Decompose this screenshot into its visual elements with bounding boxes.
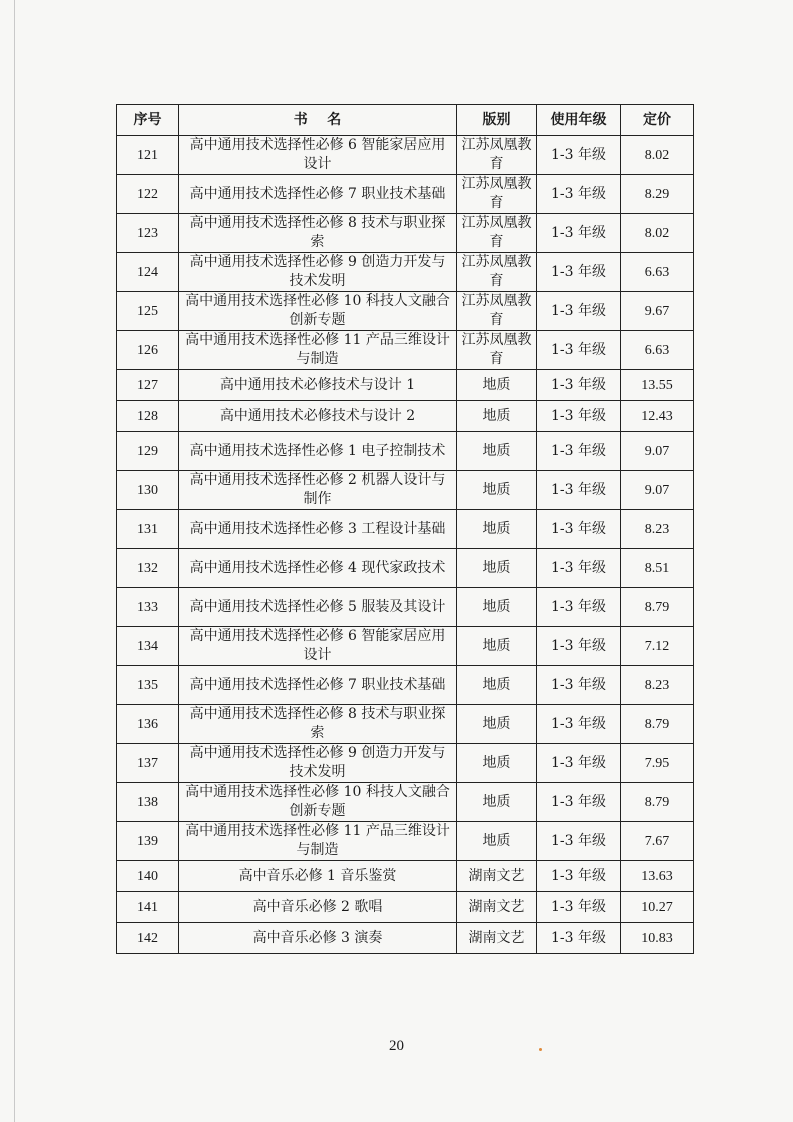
table-row xyxy=(117,401,694,432)
book-title: 高中通用技术选择性必修 11 产品三维设计与制造 xyxy=(179,331,457,370)
row-number: 125 xyxy=(117,292,179,331)
table-row xyxy=(117,175,694,214)
table-header-row xyxy=(117,105,694,136)
table-row xyxy=(117,666,694,705)
header-grade: 使用年级 xyxy=(537,105,621,136)
grade: 1-3 年级 xyxy=(537,175,621,214)
book-title: 高中音乐必修 3 演奏 xyxy=(179,923,457,954)
grade: 1-3 年级 xyxy=(537,744,621,783)
header-seq: 序号 xyxy=(117,105,179,136)
edition: 地质 xyxy=(457,588,537,627)
grade: 1-3 年级 xyxy=(537,432,621,471)
row-number: 139 xyxy=(117,822,179,861)
book-title: 高中通用技术选择性必修 2 机器人设计与制作 xyxy=(179,471,457,510)
edition: 江苏凤凰教育 xyxy=(457,136,537,175)
edition: 地质 xyxy=(457,432,537,471)
book-title: 高中通用技术选择性必修 8 技术与职业探索 xyxy=(179,705,457,744)
grade: 1-3 年级 xyxy=(537,861,621,892)
grade: 1-3 年级 xyxy=(537,331,621,370)
grade: 1-3 年级 xyxy=(537,627,621,666)
grade: 1-3 年级 xyxy=(537,136,621,175)
book-title: 高中通用技术选择性必修 10 科技人文融合创新专题 xyxy=(179,292,457,331)
edition: 地质 xyxy=(457,401,537,432)
book-title: 高中通用技术选择性必修 5 服装及其设计 xyxy=(179,588,457,627)
price: 8.23 xyxy=(621,666,694,705)
textbook-price-table xyxy=(116,104,694,954)
grade: 1-3 年级 xyxy=(537,666,621,705)
price: 8.51 xyxy=(621,549,694,588)
table-body xyxy=(117,136,694,954)
edition: 江苏凤凰教育 xyxy=(457,292,537,331)
edition: 湖南文艺 xyxy=(457,923,537,954)
table-row xyxy=(117,253,694,292)
row-number: 138 xyxy=(117,783,179,822)
row-number: 122 xyxy=(117,175,179,214)
price: 8.79 xyxy=(621,588,694,627)
price: 13.55 xyxy=(621,370,694,401)
grade: 1-3 年级 xyxy=(537,783,621,822)
row-number: 121 xyxy=(117,136,179,175)
book-title: 高中通用技术选择性必修 8 技术与职业探索 xyxy=(179,214,457,253)
scan-speck xyxy=(539,1048,542,1051)
grade: 1-3 年级 xyxy=(537,292,621,331)
edition: 湖南文艺 xyxy=(457,861,537,892)
edition: 江苏凤凰教育 xyxy=(457,175,537,214)
edition: 地质 xyxy=(457,783,537,822)
grade: 1-3 年级 xyxy=(537,923,621,954)
price: 8.79 xyxy=(621,783,694,822)
row-number: 132 xyxy=(117,549,179,588)
book-title: 高中通用技术必修技术与设计 2 xyxy=(179,401,457,432)
header-title: 书 名 xyxy=(179,105,457,136)
price: 8.79 xyxy=(621,705,694,744)
book-title: 高中通用技术选择性必修 9 创造力开发与技术发明 xyxy=(179,253,457,292)
edition: 地质 xyxy=(457,370,537,401)
table-row xyxy=(117,292,694,331)
price: 7.12 xyxy=(621,627,694,666)
row-number: 133 xyxy=(117,588,179,627)
table-row xyxy=(117,136,694,175)
price: 6.63 xyxy=(621,331,694,370)
grade: 1-3 年级 xyxy=(537,253,621,292)
price: 9.07 xyxy=(621,471,694,510)
price: 12.43 xyxy=(621,401,694,432)
row-number: 141 xyxy=(117,892,179,923)
price: 7.95 xyxy=(621,744,694,783)
edition: 地质 xyxy=(457,627,537,666)
row-number: 123 xyxy=(117,214,179,253)
book-title: 高中音乐必修 1 音乐鉴赏 xyxy=(179,861,457,892)
table-row xyxy=(117,892,694,923)
table-row xyxy=(117,471,694,510)
header-edition: 版别 xyxy=(457,105,537,136)
price: 13.63 xyxy=(621,861,694,892)
scan-edge-line xyxy=(14,0,15,1122)
price: 8.02 xyxy=(621,214,694,253)
grade: 1-3 年级 xyxy=(537,549,621,588)
price: 9.67 xyxy=(621,292,694,331)
table-row xyxy=(117,432,694,471)
row-number: 136 xyxy=(117,705,179,744)
table-row xyxy=(117,705,694,744)
table-row xyxy=(117,627,694,666)
edition: 江苏凤凰教育 xyxy=(457,214,537,253)
table-row xyxy=(117,214,694,253)
edition: 地质 xyxy=(457,822,537,861)
grade: 1-3 年级 xyxy=(537,370,621,401)
row-number: 131 xyxy=(117,510,179,549)
row-number: 135 xyxy=(117,666,179,705)
price: 6.63 xyxy=(621,253,694,292)
row-number: 127 xyxy=(117,370,179,401)
table-row xyxy=(117,783,694,822)
book-title: 高中通用技术选择性必修 6 智能家居应用设计 xyxy=(179,136,457,175)
grade: 1-3 年级 xyxy=(537,705,621,744)
table-row xyxy=(117,822,694,861)
book-title: 高中通用技术选择性必修 7 职业技术基础 xyxy=(179,666,457,705)
price: 8.02 xyxy=(621,136,694,175)
book-title: 高中通用技术选择性必修 7 职业技术基础 xyxy=(179,175,457,214)
row-number: 128 xyxy=(117,401,179,432)
price: 7.67 xyxy=(621,822,694,861)
book-title: 高中通用技术必修技术与设计 1 xyxy=(179,370,457,401)
book-title: 高中通用技术选择性必修 9 创造力开发与技术发明 xyxy=(179,744,457,783)
book-title: 高中通用技术选择性必修 4 现代家政技术 xyxy=(179,549,457,588)
edition: 地质 xyxy=(457,666,537,705)
edition: 地质 xyxy=(457,549,537,588)
edition: 地质 xyxy=(457,510,537,549)
row-number: 142 xyxy=(117,923,179,954)
book-title: 高中通用技术选择性必修 3 工程设计基础 xyxy=(179,510,457,549)
row-number: 137 xyxy=(117,744,179,783)
grade: 1-3 年级 xyxy=(537,471,621,510)
price: 8.29 xyxy=(621,175,694,214)
price: 10.83 xyxy=(621,923,694,954)
table-row xyxy=(117,744,694,783)
table-row xyxy=(117,510,694,549)
page-number: 20 xyxy=(389,1038,404,1054)
edition: 地质 xyxy=(457,471,537,510)
edition: 地质 xyxy=(457,744,537,783)
grade: 1-3 年级 xyxy=(537,214,621,253)
price: 9.07 xyxy=(621,432,694,471)
grade: 1-3 年级 xyxy=(537,401,621,432)
price: 10.27 xyxy=(621,892,694,923)
row-number: 130 xyxy=(117,471,179,510)
table-row xyxy=(117,549,694,588)
header-price: 定价 xyxy=(621,105,694,136)
row-number: 140 xyxy=(117,861,179,892)
book-title: 高中通用技术选择性必修 6 智能家居应用设计 xyxy=(179,627,457,666)
edition: 江苏凤凰教育 xyxy=(457,331,537,370)
grade: 1-3 年级 xyxy=(537,588,621,627)
table-row xyxy=(117,370,694,401)
row-number: 134 xyxy=(117,627,179,666)
grade: 1-3 年级 xyxy=(537,892,621,923)
book-title: 高中通用技术选择性必修 1 电子控制技术 xyxy=(179,432,457,471)
row-number: 126 xyxy=(117,331,179,370)
row-number: 129 xyxy=(117,432,179,471)
edition: 地质 xyxy=(457,705,537,744)
row-number: 124 xyxy=(117,253,179,292)
table-row xyxy=(117,861,694,892)
edition: 江苏凤凰教育 xyxy=(457,253,537,292)
book-title: 高中通用技术选择性必修 10 科技人文融合创新专题 xyxy=(179,783,457,822)
book-title: 高中通用技术选择性必修 11 产品三维设计与制造 xyxy=(179,822,457,861)
table-row xyxy=(117,923,694,954)
grade: 1-3 年级 xyxy=(537,510,621,549)
price: 8.23 xyxy=(621,510,694,549)
grade: 1-3 年级 xyxy=(537,822,621,861)
table-row xyxy=(117,331,694,370)
edition: 湖南文艺 xyxy=(457,892,537,923)
book-title: 高中音乐必修 2 歌唱 xyxy=(179,892,457,923)
table-row xyxy=(117,588,694,627)
